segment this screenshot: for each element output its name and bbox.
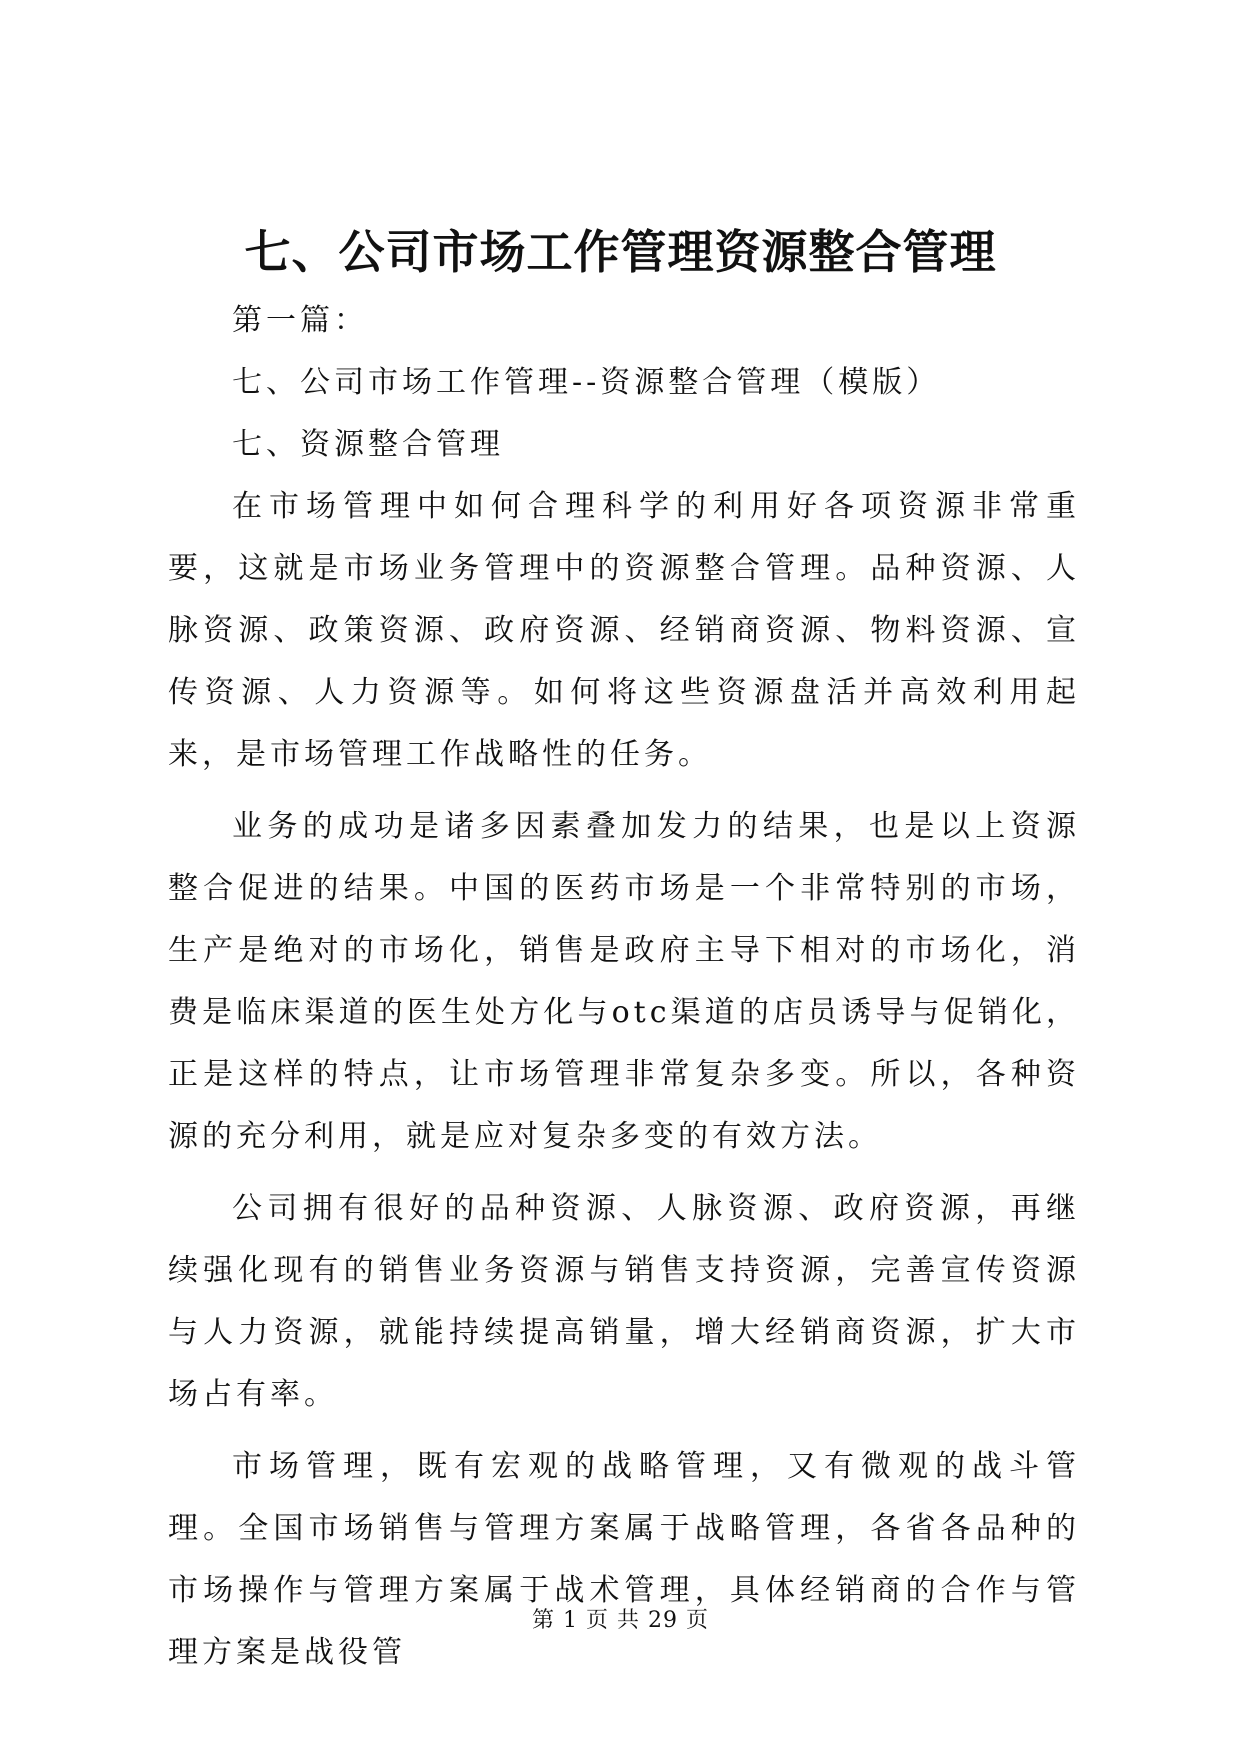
page-number-footer: 第 1 页 共 29 页 [532,1608,709,1633]
body-paragraph: 在市场管理中如何合理科学的利用好各项资源非常重要，这就是市场业务管理中的资源整合管理。品种资源、人脉资源、政策资源、政府资源、经销商资源、物料资源、宣传资源、人力资源等。如何将这些资源盘活并高效利用起来，是市场管理工作战略性的任务。 [168,489,1080,772]
body-paragraph: 市场管理，既有宏观的战略管理，又有微观的战斗管理。全国市场销售与管理方案属于战略管理，各省各品种的市场操作与管理方案属于战术管理，具体经销商的合作与管理方案是战役管 [168,1449,1080,1670]
section-heading: 七、公司市场工作管理--资源整合管理（模版） [232,365,941,400]
body-paragraph: 公司拥有很好的品种资源、人脉资源、政府资源，再继续强化现有的销售业务资源与销售支持资源，完善宣传资源与人力资源，就能持续提高销量，增大经销商资源，扩大市场占有率。 [168,1191,1080,1412]
section-label: 第一篇： [232,303,368,338]
document-body [168,290,1080,1694]
document-title: 七、公司市场工作管理资源整合管理 [244,225,997,279]
body-paragraph: 业务的成功是诸多因素叠加发力的结果，也是以上资源整合促进的结果。中国的医药市场是一个非常特别的市场，生产是绝对的市场化，销售是政府主导下相对的市场化，消费是临床渠道的医生处方化与otc渠道的店员诱导与促销化，正是这样的特点，让市场管理非常复杂多变。所以，各种资源的充分利用，就是应对复杂多变的有效方法。 [168,809,1080,1154]
subsection-heading: 七、资源整合管理 [232,427,504,462]
